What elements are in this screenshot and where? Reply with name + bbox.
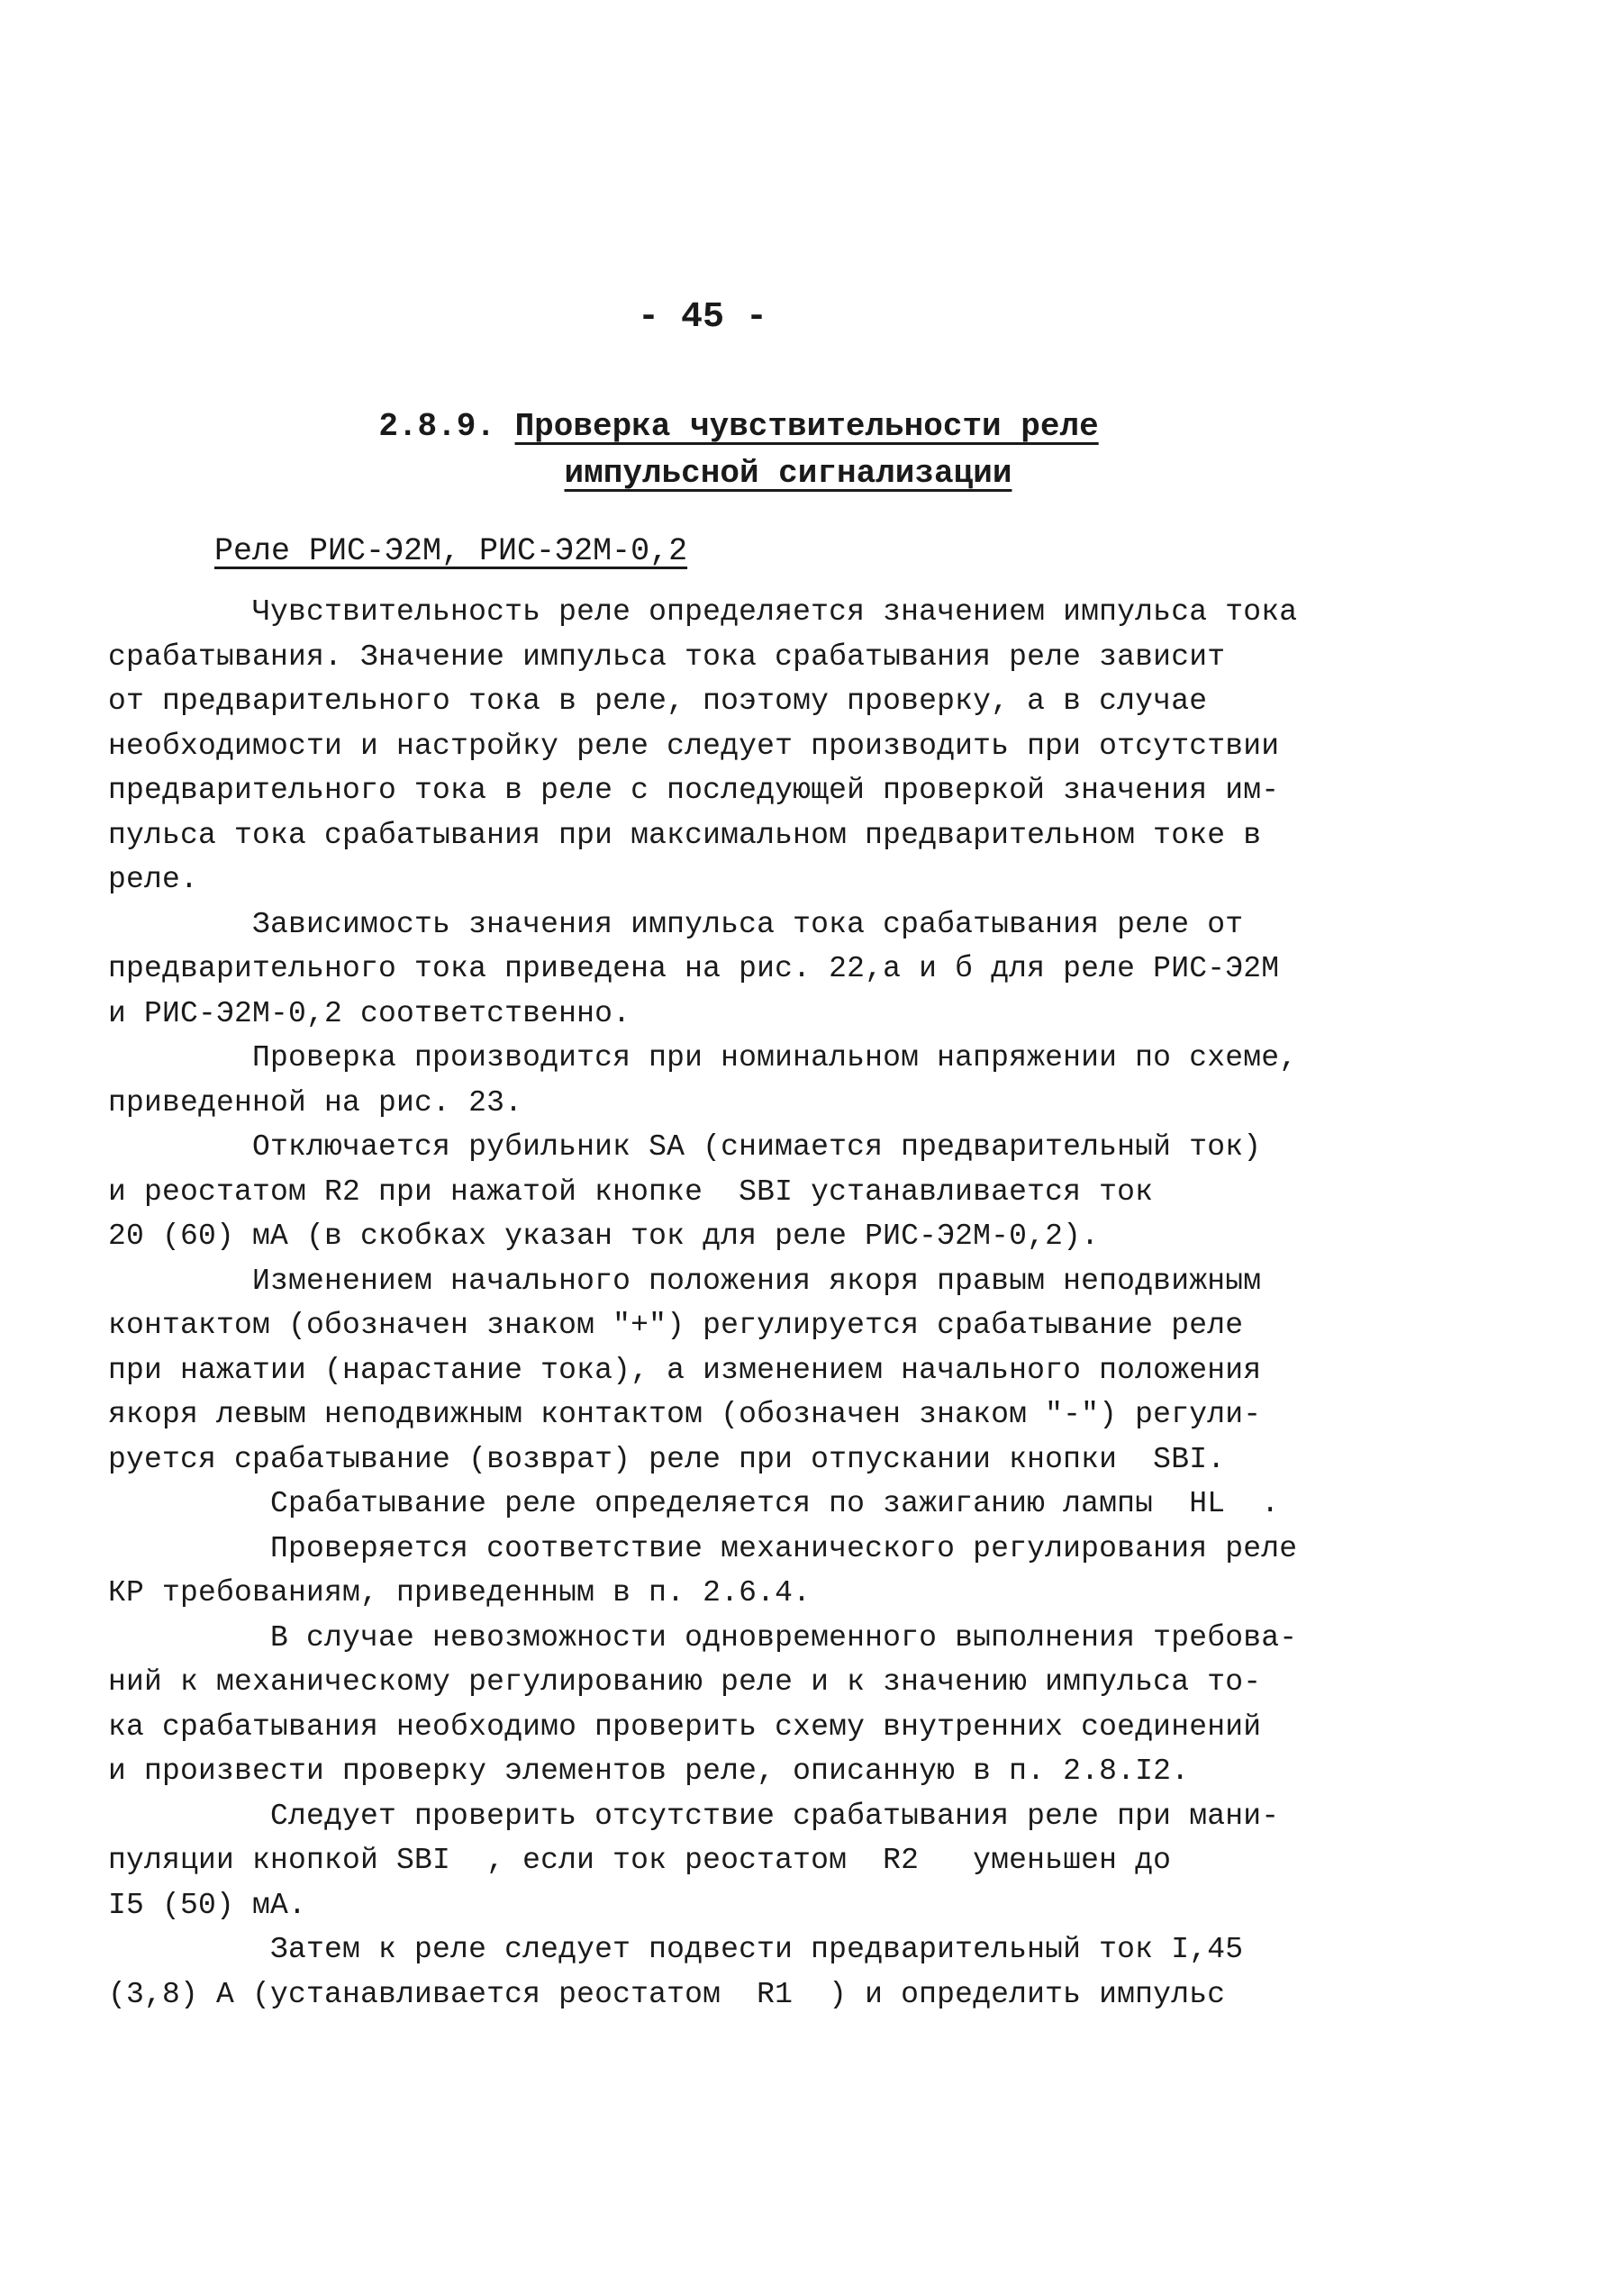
text-line: руется срабатывание (возврат) реле при отпускании кнопки SBI. [108, 1442, 1226, 1476]
text-line: срабатывания. Значение импульса тока срабатывания реле зависит [108, 639, 1226, 674]
section-title-line-2: импульсной сигнализации [564, 455, 1012, 492]
text-line: якоря левым неподвижным контактом (обозначен знаком "-") регули- [108, 1398, 1262, 1431]
text-line: от предварительного тока в реле, поэтому проверку, а в случае [108, 685, 1208, 718]
text-line: предварительного тока приведена на рис. 22,а и б для реле РИС-Э2М [108, 952, 1280, 985]
text-line: и РИС-Э2М-0,2 соответственно. [108, 996, 631, 1030]
text-line: Затем к реле следует подвести предварительный ток I,45 [108, 1933, 1244, 1966]
text-line: реле. [108, 863, 199, 896]
page-number: - 45 - [637, 297, 768, 338]
text-line: Проверка производится при номинальном напряжении по схеме, [108, 1041, 1298, 1075]
section-heading-line-2 [0, 450, 1477, 497]
text-line: и реостатом R2 при нажатой кнопке SBI устанавливается ток [108, 1174, 1154, 1209]
text-line: контактом (обозначен знаком "+") регулируется срабатывание реле [108, 1309, 1244, 1342]
text-line: Чувствительность реле определяется значением импульса тока [108, 595, 1298, 629]
section-heading-line-1 [0, 404, 1477, 450]
section-number: 2.8.9. [378, 408, 495, 445]
body-text [108, 590, 1297, 2017]
text-line: Проверяется соответствие механического регулирования реле [108, 1531, 1298, 1565]
text-line: пульса тока срабатывания при максимальном предварительном токе в [108, 818, 1262, 852]
text-line: Срабатывание реле определяется по зажиганию лампы HL . [108, 1487, 1280, 1520]
text-line: ка срабатывания необходимо проверить схему внутренних соединений [108, 1709, 1262, 1744]
text-line: Зависимость значения импульса тока срабатывания реле от [108, 907, 1244, 941]
text-line: Следует проверить отсутствие срабатывания реле при мани- [108, 1799, 1280, 1833]
text-line: пуляции кнопкой SBI , если ток реостатом R2 уменьшен до [108, 1844, 1172, 1877]
text-line: (3,8) А (устанавливается реостатом R1 ) и определить импульс [108, 1977, 1226, 2011]
text-line: 20 (60) мА (в скобках указан ток для реле РИС-Э2М-0,2). [108, 1220, 1100, 1253]
text-line: необходимости и настройку реле следует производить при отсутствии [108, 729, 1280, 763]
text-line: В случае невозможности одновременного выполнения требова- [108, 1620, 1298, 1655]
text-line: КР требованиям, приведенным в п. 2.6.4. [108, 1576, 812, 1610]
section-heading [0, 404, 1477, 497]
text-line: при нажатии (нарастание тока), а изменением начального положения [108, 1353, 1262, 1387]
text-line: Изменением начального положения якоря правым неподвижным [108, 1264, 1262, 1298]
text-line: и произвести проверку элементов реле, описанную в п. 2.8.I2. [108, 1755, 1190, 1788]
section-title-line-1: Проверка чувствительности реле [514, 408, 1099, 445]
text-line: приведенной на рис. 23. [108, 1085, 523, 1120]
subheading: Реле РИС-Э2М, РИС-Э2М-0,2 [214, 533, 688, 569]
text-line: ний к механическому регулированию реле и к значению импульса то- [108, 1665, 1262, 1699]
text-line: I5 (50) мА. [108, 1888, 307, 1922]
text-line: предварительного тока в реле с последующей проверкой значения им- [108, 774, 1280, 807]
text-line: Отключается рубильник SA (снимается предварительный ток) [108, 1130, 1262, 1164]
